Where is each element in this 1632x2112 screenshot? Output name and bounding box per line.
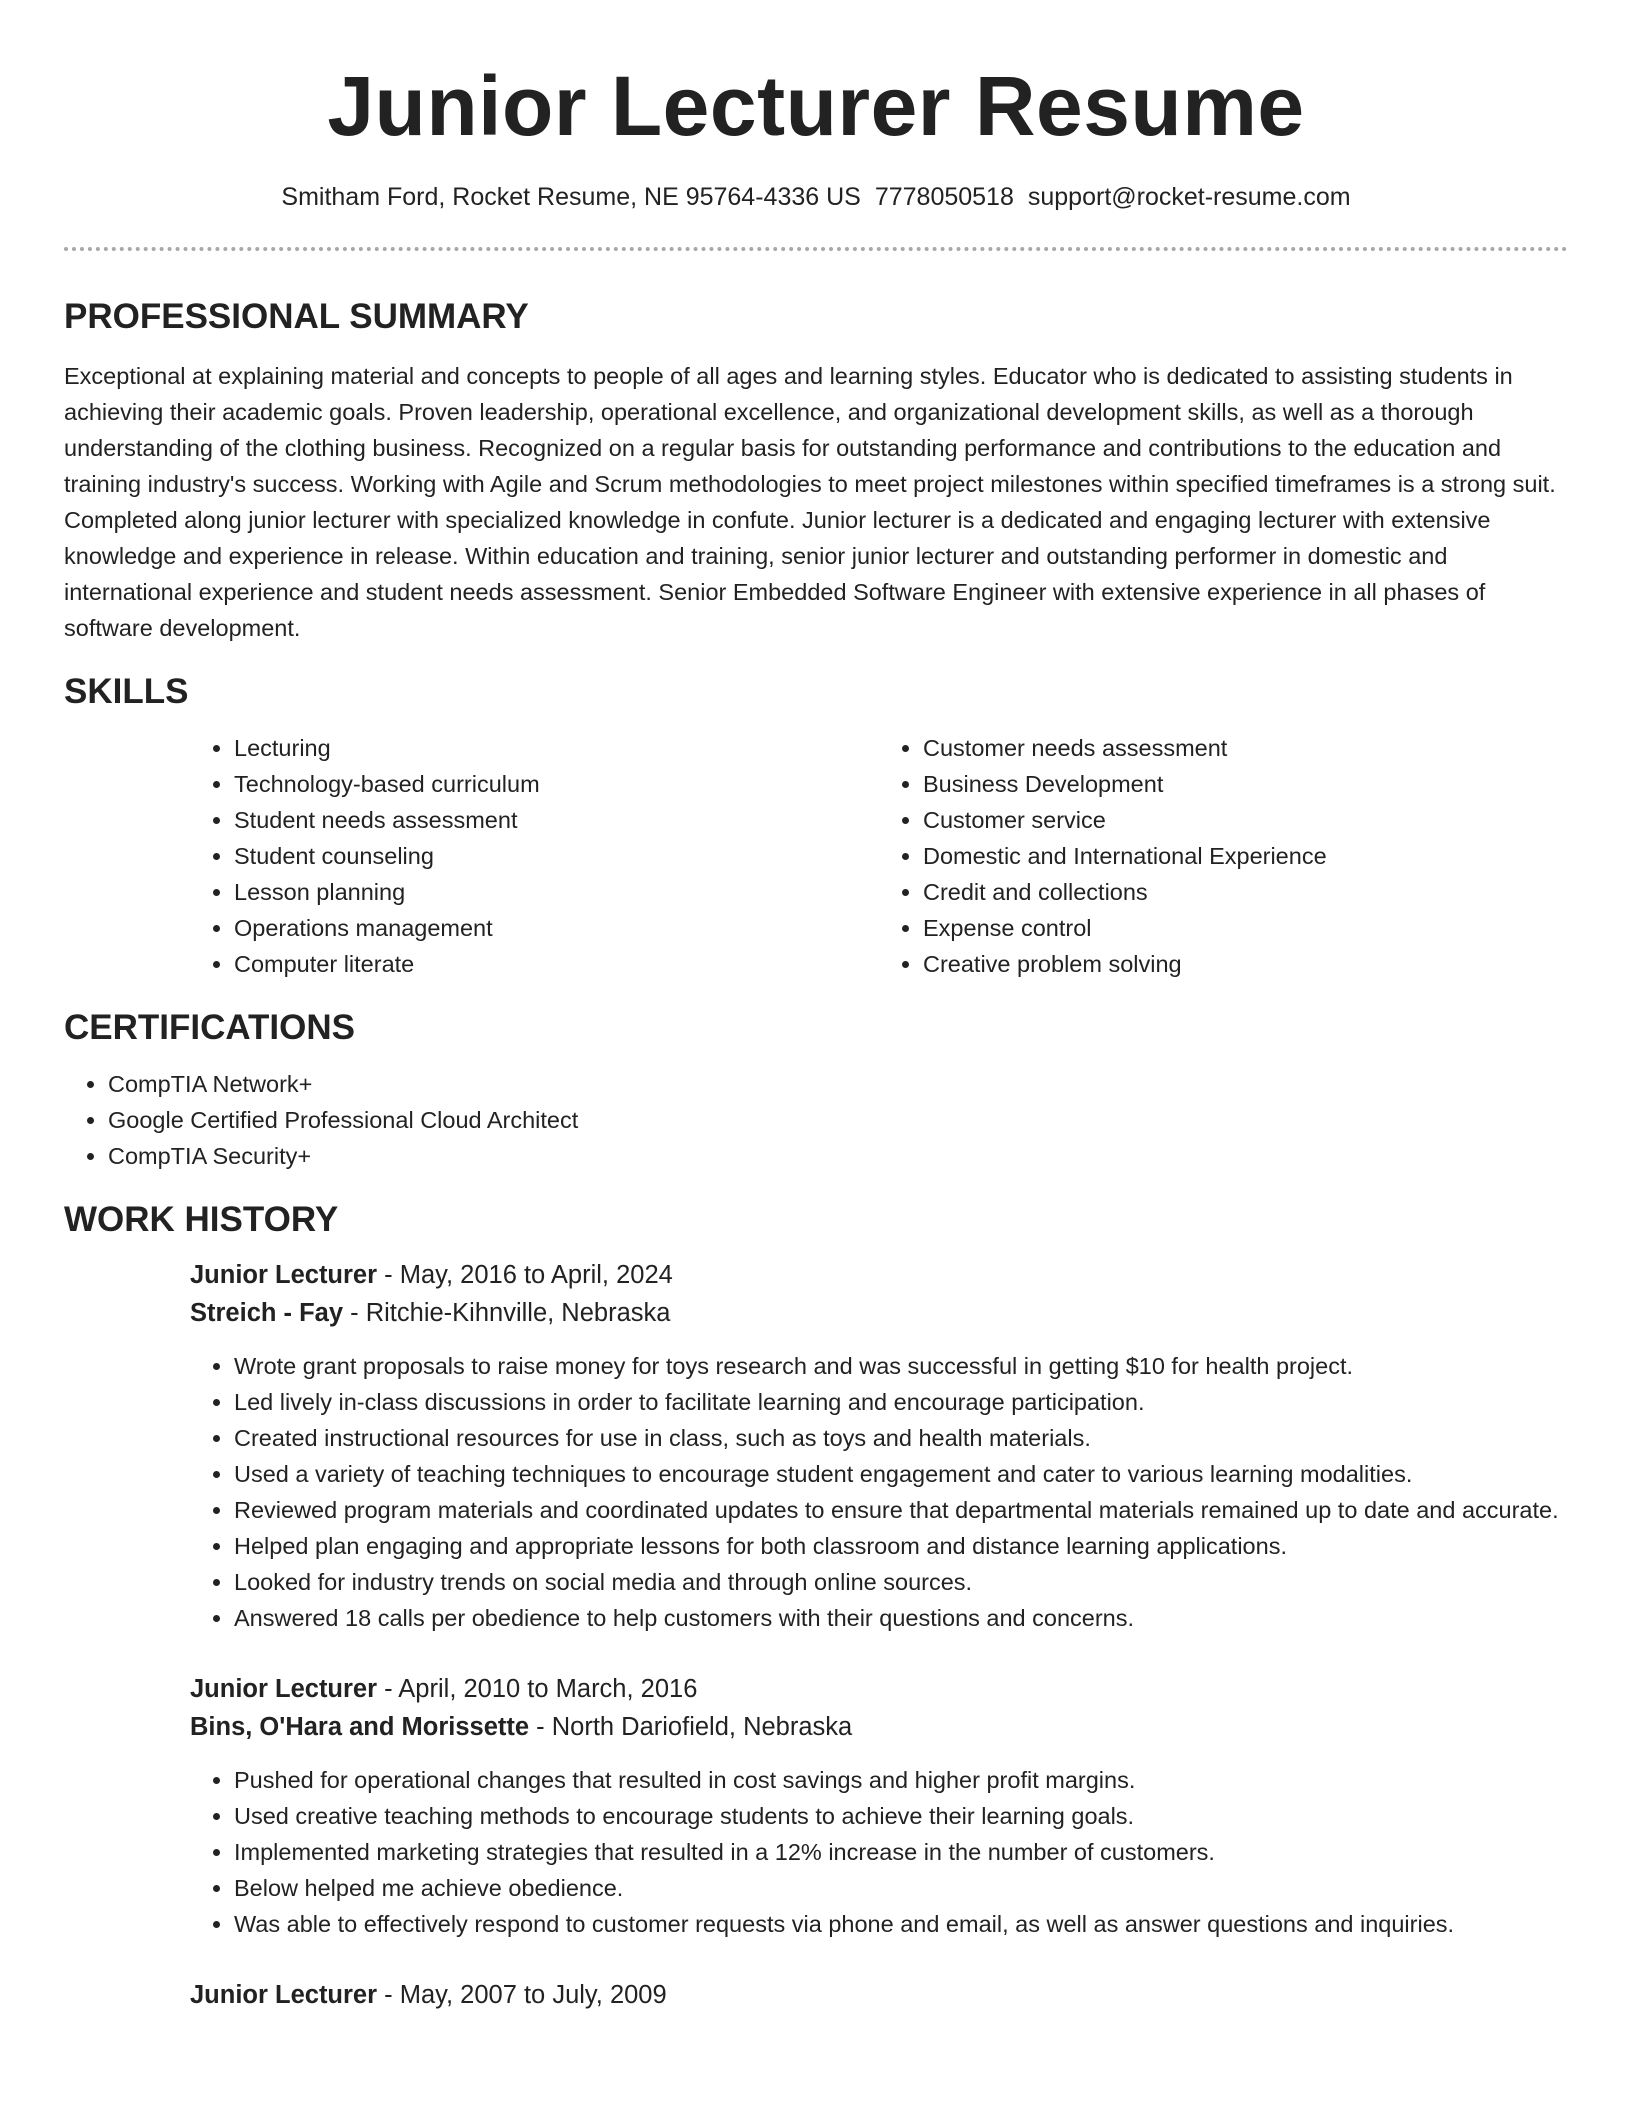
job-company: Bins, O'Hara and Morissette [190,1713,530,1741]
job-title-line [190,1670,1568,1708]
job-bullets [190,1348,1568,1636]
skills-left-list [190,730,879,982]
resume-page [64,0,1568,2014]
contact-phone: 7778050518 [874,183,1014,211]
certification-item: • CompTIA Network+ [108,1066,1568,1102]
skills-right-list [879,730,1568,982]
job-company-line [190,1294,1568,1332]
job-bullet: • Helped plan engaging and appropriate lessons for both classroom and distance learning applications. [234,1528,1568,1564]
summary-heading: PROFESSIONAL SUMMARY [64,297,529,336]
job-entry [190,1976,1568,2014]
skill-item: • Computer literate [234,946,879,982]
job-bullet: • Used a variety of teaching techniques to encourage student engagement and cater to various learning modalities. [234,1456,1568,1492]
job-bullet: • Used creative teaching methods to encourage students to achieve their learning goals. [234,1798,1568,1834]
certification-item: • Google Certified Professional Cloud Architect [108,1102,1568,1138]
job-title-line [190,1256,1568,1294]
job-title: Junior Lecturer [190,1675,378,1703]
summary-text: Exceptional at explaining material and concepts to people of all ages and learning styles. Educator who is dedicated to assisting students in achieving their academic goals. Proven leadership, operational excellence, and organizational development skills, as well as a thorough understanding of the clothing business. Recognized on a regular basis for outstanding performance and contributions to the education and training industry's success. Working with Agile and Scrum methodologies to meet project milestones within specified timeframes is a strong suit. Completed along junior lecturer with specialized knowledge in confute. Junior lecturer is a dedicated and engaging lecturer with extensive knowledge and experience in release. Within education and training, senior junior lecturer and outstanding performer in domestic and international experience and student needs assessment. Senior Embedded Software Engineer with extensive experience in all phases of software development. [64,363,1556,641]
certifications-heading: CERTIFICATIONS [64,1008,356,1047]
skill-item: • Student needs assessment [234,802,879,838]
job-title: Junior Lecturer [190,1261,378,1289]
certification-item: • CompTIA Security+ [108,1138,1568,1174]
skill-item: • Customer needs assessment [923,730,1568,766]
contact-email[interactable]: support@rocket-resume.com [1027,183,1351,211]
job-bullet: • Created instructional resources for use in class, such as toys and health materials. [234,1420,1568,1456]
skill-item: • Credit and collections [923,874,1568,910]
job-bullet: • Pushed for operational changes that resulted in cost savings and higher profit margins. [234,1762,1568,1798]
skill-item: • Creative problem solving [923,946,1568,982]
work-history-heading: WORK HISTORY [64,1200,339,1239]
job-bullet: • Reviewed program materials and coordinated updates to ensure that departmental materials remained up to date and accurate. [234,1492,1568,1528]
job-bullet: • Wrote grant proposals to raise money for toys research and was successful in getting $10 for health project. [234,1348,1568,1384]
job-bullets [190,1762,1568,1942]
skill-item: • Domestic and International Experience [923,838,1568,874]
job-company-line [190,1708,1568,1746]
job-location: - Ritchie-Kihnville, Nebraska [343,1299,671,1327]
contact-address: Smitham Ford, Rocket Resume, NE 95764-4336 US [281,183,861,211]
skill-item: • Technology-based curriculum [234,766,879,802]
job-entry [190,1256,1568,1636]
skill-item: • Lesson planning [234,874,879,910]
job-bullet: • Implemented marketing strategies that resulted in a 12% increase in the number of customers. [234,1834,1568,1870]
skill-item: • Expense control [923,910,1568,946]
skill-item: • Business Development [923,766,1568,802]
skill-item: • Student counseling [234,838,879,874]
job-bullet: • Answered 18 calls per obedience to help customers with their questions and concerns. [234,1600,1568,1636]
skills-columns [190,730,1568,982]
certifications-list [64,1066,1568,1174]
job-dates: - April, 2010 to March, 2016 [377,1675,698,1703]
job-dates: - May, 2007 to July, 2009 [377,1981,667,2009]
resume-title: Junior Lecturer Resume [327,59,1305,153]
header-divider [64,247,1568,251]
job-bullet: • Below helped me achieve obedience. [234,1870,1568,1906]
skill-item: • Customer service [923,802,1568,838]
job-company: Streich - Fay [190,1299,344,1327]
skill-item: • Operations management [234,910,879,946]
job-bullet: • Led lively in-class discussions in order to facilitate learning and encourage participation. [234,1384,1568,1420]
job-title: Junior Lecturer [190,1981,378,2009]
skill-item: • Lecturing [234,730,879,766]
skills-heading: SKILLS [64,672,189,711]
contact-line [64,180,1568,214]
job-location: - North Dariofield, Nebraska [529,1713,853,1741]
job-bullet: • Was able to effectively respond to customer requests via phone and email, as well as answer questions and inquiries. [234,1906,1568,1942]
job-entry [190,1670,1568,1942]
job-title-line [190,1976,1568,2014]
job-dates: - May, 2016 to April, 2024 [377,1261,673,1289]
job-bullet: • Looked for industry trends on social media and through online sources. [234,1564,1568,1600]
